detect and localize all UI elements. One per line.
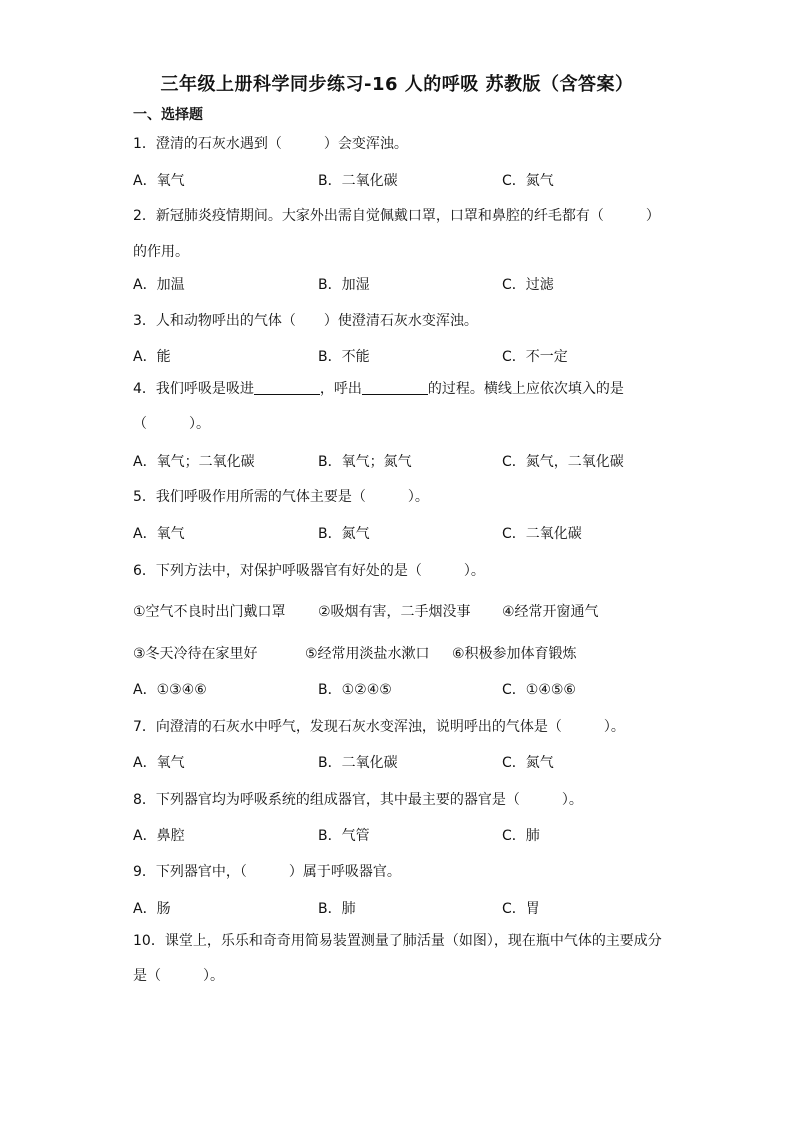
question-3-stem: 3．人和动物呼出的气体（ ）使澄清石灰水变浑浊。 [133,313,478,329]
question-9-option-a: A．肠 [133,901,171,917]
question-10-stem-continued: 是（ ）。 [133,968,224,984]
question-4-option-c: C．氮气，二氧化碳 [502,454,624,470]
question-2-stem: 2．新冠肺炎疫情期间。大家外出需自觉佩戴口罩，口罩和鼻腔的纤毛都有（ ） [133,208,660,224]
question-4-stem-part-1: 4．我们呼吸是吸进 [133,381,254,397]
question-7-option-a: A．氧气 [133,755,185,771]
question-9-option-b: B．肺 [318,901,356,917]
question-2-stem-continued: 的作用。 [133,244,189,260]
question-6-item-5: ⑤经常用淡盐水漱口 [305,646,430,662]
question-3-option-b: B．不能 [318,349,370,365]
question-6-item-6: ⑥积极参加体育锻炼 [452,646,577,662]
question-10-stem: 10．课堂上，乐乐和奇奇用简易装置测量了肺活量（如图），现在瓶中气体的主要成分 [133,933,662,949]
question-6-option-a: A．①③④⑥ [133,682,207,698]
question-2-option-b: B．加湿 [318,277,370,293]
question-4-option-b: B．氧气；氮气 [318,454,412,470]
question-6-option-c: C．①④⑤⑥ [502,682,576,698]
question-1-option-c: C．氮气 [502,173,554,189]
answer-blank-1 [254,380,320,395]
question-6-item-3: ③冬天冷待在家里好 [133,646,258,662]
question-6-item-4: ④经常开窗通气 [502,604,599,620]
question-2-option-a: A．加温 [133,277,185,293]
question-1-option-a: A．氧气 [133,173,185,189]
question-8-option-c: C．肺 [502,828,540,844]
question-4-option-a: A．氧气；二氧化碳 [133,454,255,470]
question-1-stem: 1．澄清的石灰水遇到（ ）会变浑浊。 [133,136,408,152]
question-6-item-2: ②吸烟有害，二手烟没事 [318,604,471,620]
question-4-stem-part-2: ，呼出 [319,381,362,397]
answer-blank-2 [362,380,428,395]
question-4-stem-part-3: 的过程。横线上应依次填入的是 [427,381,624,397]
question-7-option-c: C．氮气 [502,755,554,771]
question-5-option-b: B．氮气 [318,526,370,542]
question-5-stem: 5．我们呼吸作用所需的气体主要是（ ）。 [133,489,429,505]
question-6-option-b: B．①②④⑤ [318,682,392,698]
question-8-option-a: A．鼻腔 [133,828,185,844]
question-1-option-b: B．二氧化碳 [318,173,398,189]
question-2-option-c: C．过滤 [502,277,554,293]
question-5-option-a: A．氧气 [133,526,185,542]
question-7-stem: 7．向澄清的石灰水中呼气，发现石灰水变浑浊，说明呼出的气体是（ ）。 [133,719,625,735]
question-9-stem: 9．下列器官中，（ ）属于呼吸器官。 [133,864,401,880]
question-6-item-1: ①空气不良时出门戴口罩 [133,604,286,620]
question-5-option-c: C．二氧化碳 [502,526,582,542]
question-4-stem-continued: （ ）。 [133,416,210,432]
question-8-option-b: B．气管 [318,828,370,844]
question-4-stem [133,380,624,398]
section-heading: 一、选择题 [133,107,203,123]
question-6-stem: 6．下列方法中，对保护呼吸器官有好处的是（ ）。 [133,563,485,579]
question-9-option-c: C．胃 [502,901,540,917]
question-3-option-c: C．不一定 [502,349,568,365]
question-8-stem: 8．下列器官均为呼吸系统的组成器官，其中最主要的器官是（ ）。 [133,792,583,808]
page-title: 三年级上册科学同步练习-16 人的呼吸 苏教版（含答案） [160,74,634,95]
question-3-option-a: A．能 [133,349,171,365]
question-7-option-b: B．二氧化碳 [318,755,398,771]
